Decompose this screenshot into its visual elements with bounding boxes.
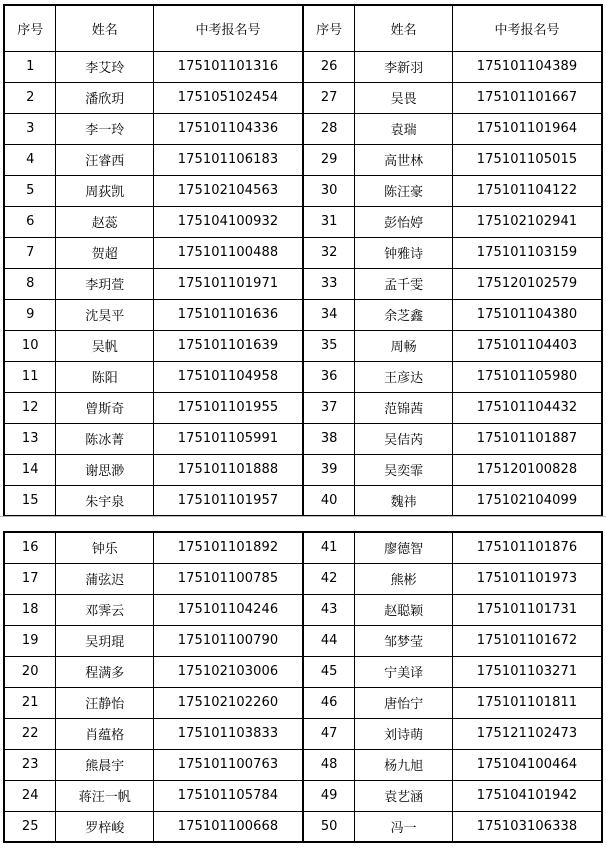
student-exam-id: 175101101971: [153, 268, 303, 299]
student-name: 吴畏: [355, 82, 453, 113]
table-row: [4, 718, 602, 749]
student-seq: 42: [303, 563, 355, 594]
student-seq: 2: [4, 82, 56, 113]
student-exam-id: 175101104122: [452, 175, 602, 206]
table-row: [4, 780, 602, 811]
table-row: [4, 423, 602, 454]
student-exam-id: 175102102941: [452, 206, 602, 237]
table-row: [4, 563, 602, 594]
table-row: [4, 237, 602, 268]
student-name: 孟千雯: [355, 268, 453, 299]
student-exam-id: 175120102579: [452, 268, 602, 299]
header-row: [4, 5, 602, 51]
student-seq: 6: [4, 206, 56, 237]
student-name: 李玥萱: [56, 268, 154, 299]
student-name: 朱宇泉: [56, 485, 154, 516]
student-seq: 11: [4, 361, 56, 392]
student-name: 陈冰菁: [56, 423, 154, 454]
student-name: 吴奕霏: [355, 454, 453, 485]
student-name: 吴帆: [56, 330, 154, 361]
table-row: [4, 144, 602, 175]
student-seq: 34: [303, 299, 355, 330]
table-row: [4, 175, 602, 206]
student-name: 余芝鑫: [355, 299, 453, 330]
student-name: 沈昊平: [56, 299, 154, 330]
student-exam-id: 175101100668: [153, 811, 303, 842]
student-seq: 18: [4, 594, 56, 625]
student-name: 曾斯奇: [56, 392, 154, 423]
student-name: 邓霁云: [56, 594, 154, 625]
student-name: 钟乐: [56, 532, 154, 563]
student-name: 廖德智: [355, 532, 453, 563]
roster-table-page-1: [3, 4, 603, 517]
table-row: [4, 361, 602, 392]
student-seq: 38: [303, 423, 355, 454]
student-exam-id: 175101101964: [452, 113, 602, 144]
student-table-top: [3, 4, 603, 517]
table-row: [4, 268, 602, 299]
student-seq: 3: [4, 113, 56, 144]
student-name: 周畅: [355, 330, 453, 361]
student-exam-id: 175104100464: [452, 749, 602, 780]
student-exam-id: 175101101892: [153, 532, 303, 563]
student-exam-id: 175104100932: [153, 206, 303, 237]
table-row: [4, 532, 602, 563]
student-exam-id: 175101106183: [153, 144, 303, 175]
student-name: 冯一: [355, 811, 453, 842]
table-row: [4, 454, 602, 485]
student-name: 李新羽: [355, 51, 453, 82]
student-seq: 30: [303, 175, 355, 206]
student-name: 陈阳: [56, 361, 154, 392]
student-seq: 29: [303, 144, 355, 175]
student-name: 熊彬: [355, 563, 453, 594]
header-name: 姓名: [56, 5, 154, 51]
student-exam-id: 175120100828: [452, 454, 602, 485]
student-name: 高世林: [355, 144, 453, 175]
student-exam-id: 175101103833: [153, 718, 303, 749]
student-seq: 36: [303, 361, 355, 392]
student-exam-id: 175101104380: [452, 299, 602, 330]
student-name: 陈汪豪: [355, 175, 453, 206]
student-name: 宁美译: [355, 656, 453, 687]
student-exam-id: 175101100488: [153, 237, 303, 268]
student-exam-id: 175101103159: [452, 237, 602, 268]
student-seq: 24: [4, 780, 56, 811]
roster-table-page-2: [3, 531, 603, 843]
student-seq: 44: [303, 625, 355, 656]
student-seq: 47: [303, 718, 355, 749]
student-seq: 28: [303, 113, 355, 144]
table-row: [4, 811, 602, 842]
table-row: [4, 206, 602, 237]
student-seq: 35: [303, 330, 355, 361]
student-exam-id: 175102103006: [153, 656, 303, 687]
table-row: [4, 299, 602, 330]
student-name: 潘欣玥: [56, 82, 154, 113]
student-exam-id: 175102104099: [452, 485, 602, 516]
student-exam-id: 175101101955: [153, 392, 303, 423]
header-seq-right: 序号: [303, 5, 355, 51]
student-seq: 27: [303, 82, 355, 113]
student-name: 袁艺涵: [355, 780, 453, 811]
student-name: 赵蕊: [56, 206, 154, 237]
student-name: 王彦达: [355, 361, 453, 392]
student-seq: 17: [4, 563, 56, 594]
table-row: [4, 656, 602, 687]
student-exam-id: 175101104958: [153, 361, 303, 392]
student-exam-id: 175101105991: [153, 423, 303, 454]
student-seq: 39: [303, 454, 355, 485]
student-seq: 32: [303, 237, 355, 268]
student-name: 肖蕴格: [56, 718, 154, 749]
student-name: 钟雅诗: [355, 237, 453, 268]
student-seq: 16: [4, 532, 56, 563]
student-seq: 4: [4, 144, 56, 175]
student-seq: 21: [4, 687, 56, 718]
student-seq: 43: [303, 594, 355, 625]
table-row: [4, 392, 602, 423]
student-name: 周荻凯: [56, 175, 154, 206]
student-seq: 37: [303, 392, 355, 423]
student-exam-id: 175102102260: [153, 687, 303, 718]
table-row: [4, 625, 602, 656]
student-name: 刘诗萌: [355, 718, 453, 749]
student-name: 程满多: [56, 656, 154, 687]
student-name: 彭怡婷: [355, 206, 453, 237]
student-exam-id: 175101101672: [452, 625, 602, 656]
student-exam-id: 175101101957: [153, 485, 303, 516]
student-seq: 15: [4, 485, 56, 516]
header-exam-id: 中考报名号: [153, 5, 303, 51]
table-row: [4, 749, 602, 780]
student-name: 唐怡宁: [355, 687, 453, 718]
student-name: 范锦茜: [355, 392, 453, 423]
student-table-bottom: [3, 531, 603, 843]
student-exam-id: 175101101887: [452, 423, 602, 454]
table-row: [4, 51, 602, 82]
header-seq: 序号: [4, 5, 56, 51]
student-exam-id: 175101101316: [153, 51, 303, 82]
table-row: [4, 485, 602, 516]
student-seq: 5: [4, 175, 56, 206]
student-seq: 19: [4, 625, 56, 656]
student-exam-id: 175101105784: [153, 780, 303, 811]
student-name: 邹梦莹: [355, 625, 453, 656]
student-exam-id: 175102104563: [153, 175, 303, 206]
page-divider: [0, 516, 606, 517]
student-name: 熊晨宇: [56, 749, 154, 780]
student-seq: 9: [4, 299, 56, 330]
student-seq: 48: [303, 749, 355, 780]
student-name: 魏祎: [355, 485, 453, 516]
header-exam-id-right: 中考报名号: [452, 5, 602, 51]
student-seq: 41: [303, 532, 355, 563]
student-seq: 23: [4, 749, 56, 780]
student-exam-id: 175101105980: [452, 361, 602, 392]
student-name: 李一玲: [56, 113, 154, 144]
student-seq: 10: [4, 330, 56, 361]
student-seq: 33: [303, 268, 355, 299]
student-exam-id: 175101100763: [153, 749, 303, 780]
student-seq: 22: [4, 718, 56, 749]
student-name: 吴佶芮: [355, 423, 453, 454]
student-name: 罗梓峻: [56, 811, 154, 842]
student-seq: 50: [303, 811, 355, 842]
student-name: 赵聪颖: [355, 594, 453, 625]
table-row: [4, 113, 602, 144]
student-exam-id: 175101104336: [153, 113, 303, 144]
student-seq: 14: [4, 454, 56, 485]
table-row: [4, 687, 602, 718]
student-seq: 40: [303, 485, 355, 516]
student-seq: 13: [4, 423, 56, 454]
student-exam-id: 175103106338: [452, 811, 602, 842]
student-seq: 25: [4, 811, 56, 842]
student-seq: 45: [303, 656, 355, 687]
student-exam-id: 175101101811: [452, 687, 602, 718]
student-exam-id: 175101101667: [452, 82, 602, 113]
student-exam-id: 175101101876: [452, 532, 602, 563]
student-name: 杨九旭: [355, 749, 453, 780]
student-name: 谢思渺: [56, 454, 154, 485]
student-exam-id: 175101104246: [153, 594, 303, 625]
student-seq: 12: [4, 392, 56, 423]
student-seq: 7: [4, 237, 56, 268]
student-seq: 46: [303, 687, 355, 718]
student-seq: 20: [4, 656, 56, 687]
student-seq: 31: [303, 206, 355, 237]
student-exam-id: 175101101639: [153, 330, 303, 361]
table-row: [4, 330, 602, 361]
student-seq: 49: [303, 780, 355, 811]
header-name-right: 姓名: [355, 5, 453, 51]
student-name: 李艾玲: [56, 51, 154, 82]
student-name: 汪静怡: [56, 687, 154, 718]
student-seq: 26: [303, 51, 355, 82]
student-name: 蒋汪一帆: [56, 780, 154, 811]
student-exam-id: 175121102473: [452, 718, 602, 749]
student-exam-id: 175101100785: [153, 563, 303, 594]
student-name: 蒲弦迟: [56, 563, 154, 594]
student-exam-id: 175101105015: [452, 144, 602, 175]
student-exam-id: 175101101636: [153, 299, 303, 330]
student-exam-id: 175101100790: [153, 625, 303, 656]
student-exam-id: 175101104403: [452, 330, 602, 361]
student-exam-id: 175101104432: [452, 392, 602, 423]
student-name: 吴玥琨: [56, 625, 154, 656]
student-exam-id: 175104101942: [452, 780, 602, 811]
student-name: 袁瑞: [355, 113, 453, 144]
student-name: 汪睿西: [56, 144, 154, 175]
student-exam-id: 175101101973: [452, 563, 602, 594]
student-exam-id: 175101103271: [452, 656, 602, 687]
student-seq: 8: [4, 268, 56, 299]
student-seq: 1: [4, 51, 56, 82]
table-row: [4, 594, 602, 625]
table-row: [4, 82, 602, 113]
student-exam-id: 175101101731: [452, 594, 602, 625]
student-name: 贺超: [56, 237, 154, 268]
student-exam-id: 175101104389: [452, 51, 602, 82]
student-exam-id: 175105102454: [153, 82, 303, 113]
student-exam-id: 175101101888: [153, 454, 303, 485]
